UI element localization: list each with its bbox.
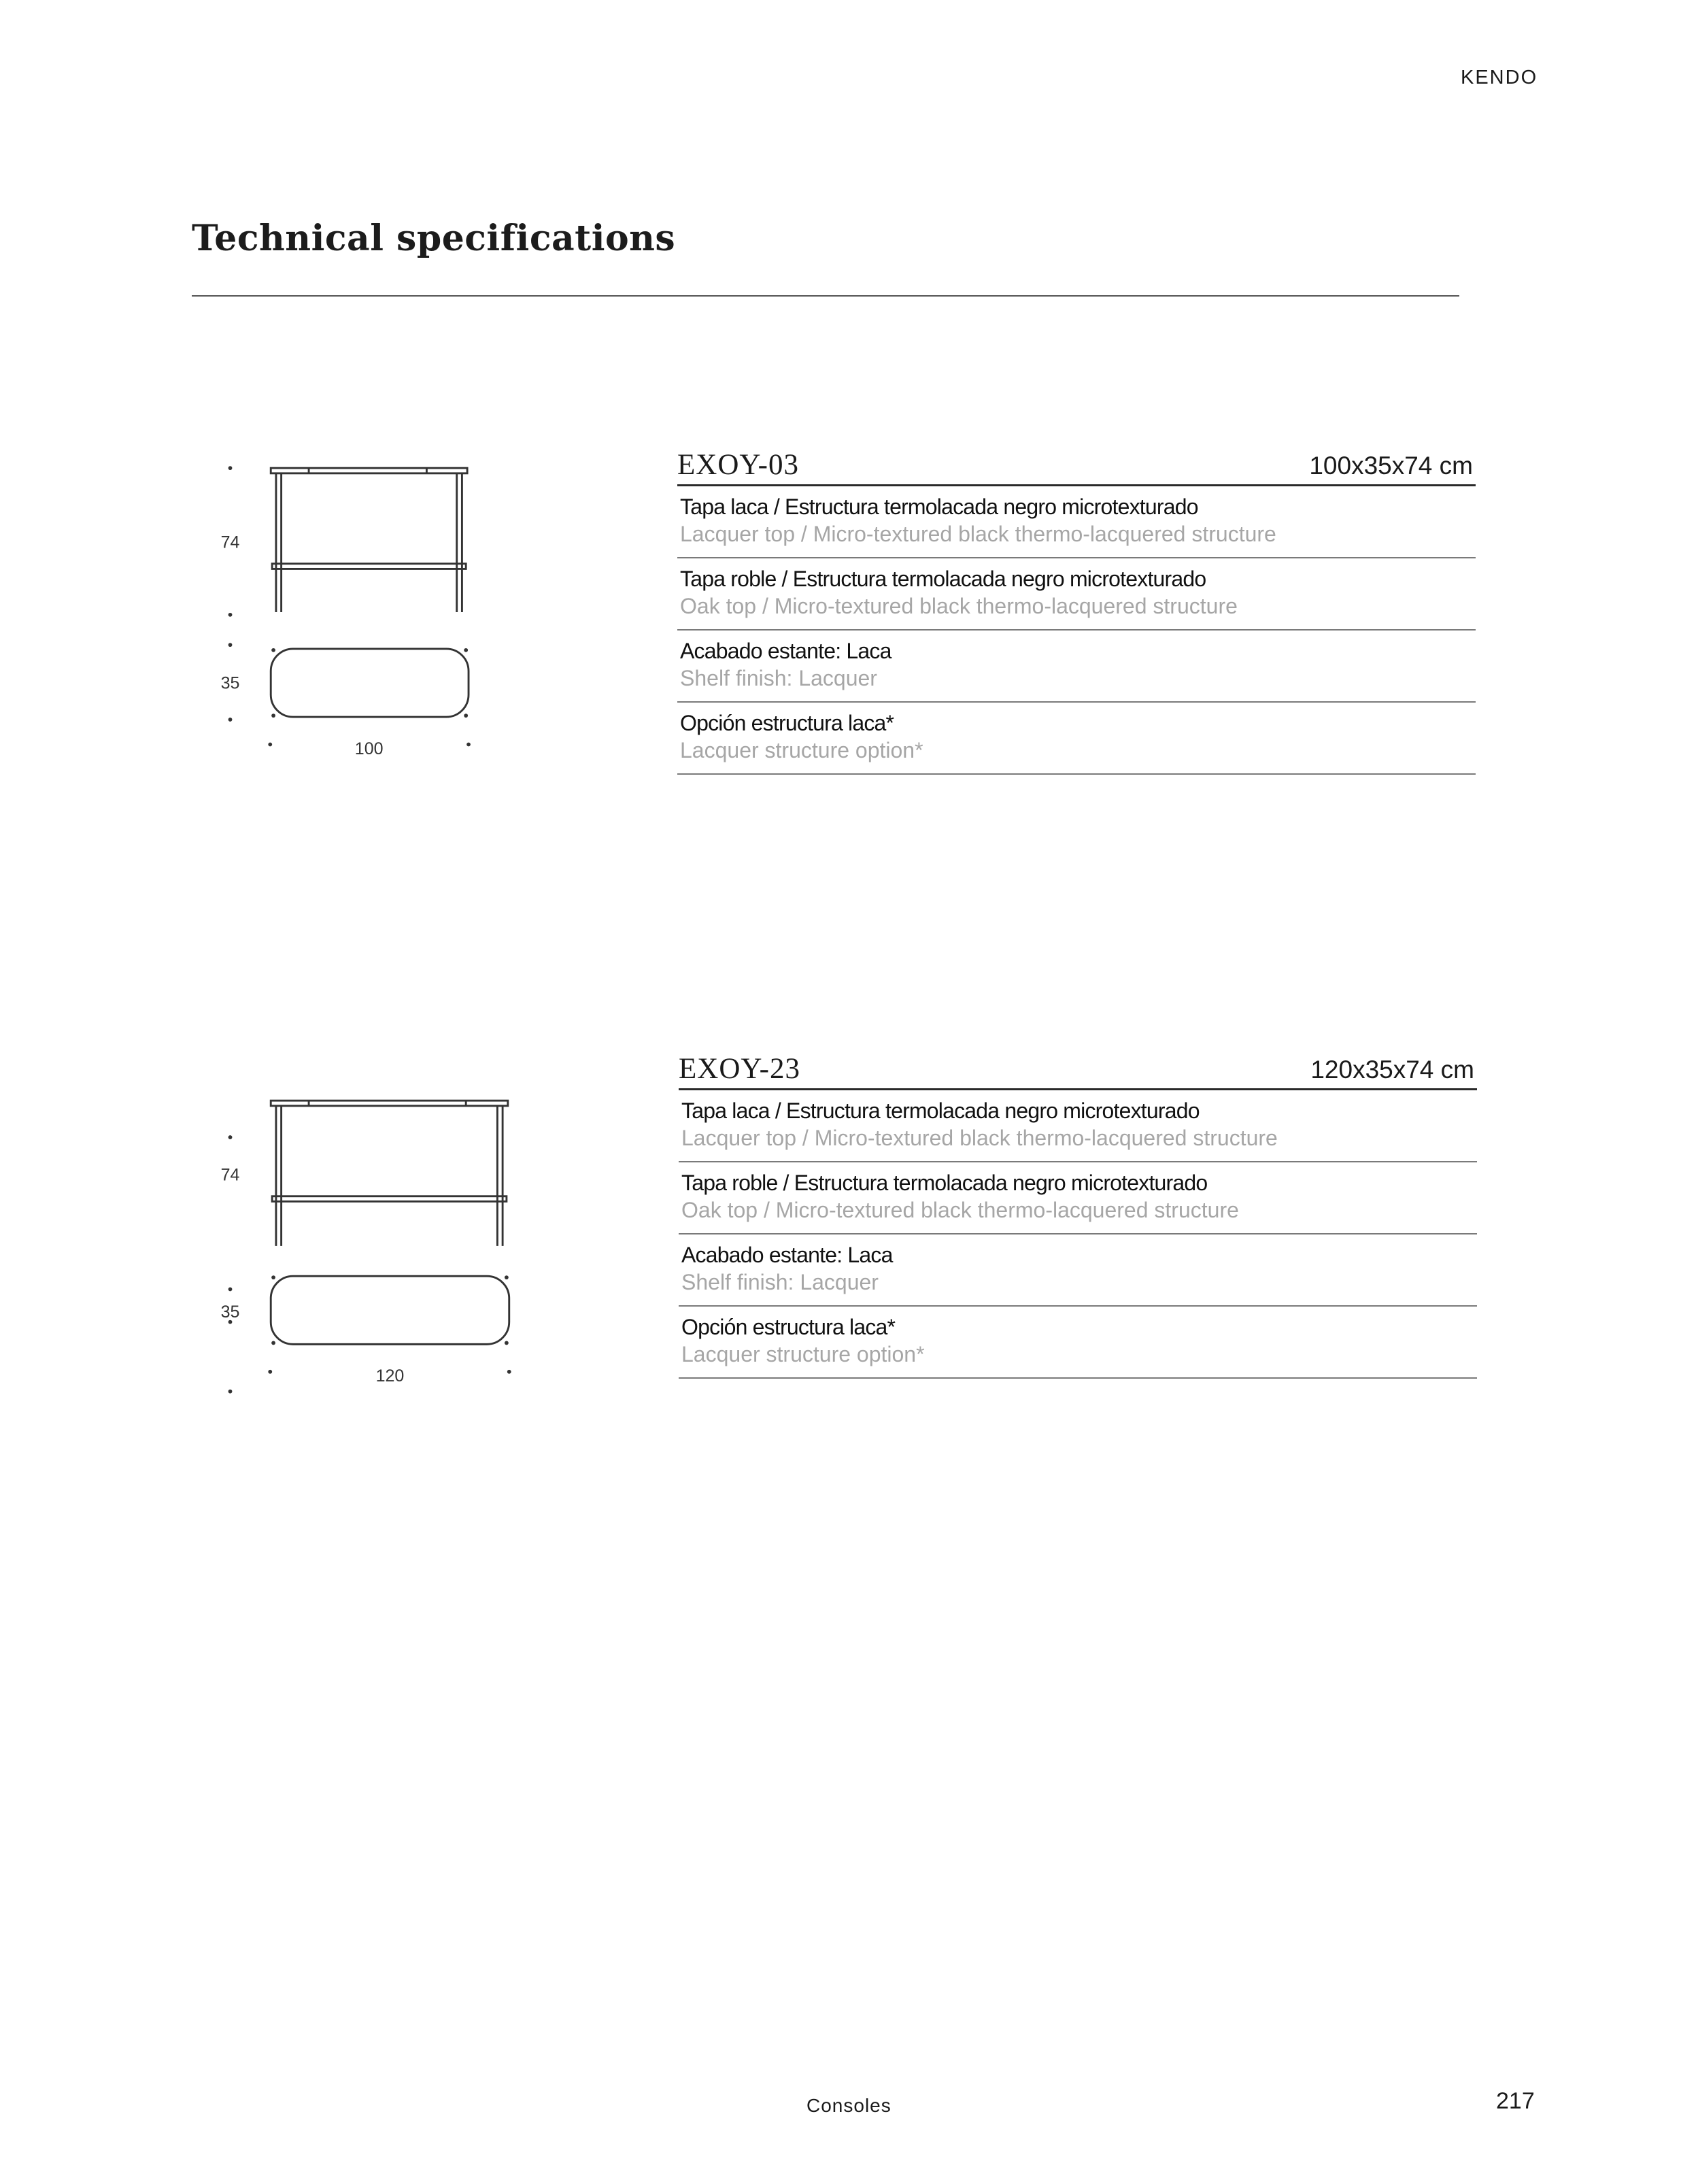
footer-section-name: Consoles: [806, 2095, 892, 2116]
page-title: Technical specifications: [192, 218, 676, 259]
page-number: 217: [1496, 2088, 1535, 2114]
spec-row: [679, 1162, 1477, 1234]
spec-table-exoy-23: [679, 1053, 1477, 1379]
front-elevation: [271, 1101, 508, 1246]
spec-es: Opción estructura laca*: [680, 711, 894, 735]
spec-header: [677, 449, 1476, 486]
spec-en: Lacquer top / Micro-textured black thermo-lacquered structure: [680, 522, 1276, 546]
spec-row: [679, 1234, 1477, 1307]
depth-label: 35: [220, 1302, 240, 1322]
model-name: EXOY-23: [679, 1053, 800, 1085]
product-drawing-exoy-03: [204, 449, 558, 775]
spec-row: [677, 631, 1476, 703]
spec-row: [679, 1090, 1477, 1162]
plan-view: [271, 1276, 509, 1344]
model-name: EXOY-03: [677, 449, 799, 481]
spec-en: Shelf finish: Lacquer: [680, 666, 877, 690]
spec-es: Tapa laca / Estructura termolacada negro microtexturado: [681, 1098, 1200, 1123]
brand-logo: KENDO: [1461, 67, 1538, 88]
depth-label: 35: [220, 673, 240, 693]
spec-es: Tapa roble / Estructura termolacada negro microtexturado: [680, 567, 1206, 591]
width-label: 100: [354, 739, 384, 758]
title-divider: [192, 295, 1459, 297]
spec-row: [677, 486, 1476, 558]
spec-es: Tapa laca / Estructura termolacada negro microtexturado: [680, 494, 1198, 519]
dimension-markers: [228, 1135, 511, 1393]
spec-table-exoy-03: [677, 449, 1476, 775]
spec-header: [679, 1053, 1477, 1090]
product-drawing-exoy-23: [204, 1081, 558, 1408]
height-label: 74: [220, 1165, 240, 1185]
spec-en: Lacquer top / Micro-textured black thermo-lacquered structure: [681, 1126, 1278, 1150]
spec-en: Shelf finish: Lacquer: [681, 1270, 879, 1294]
spec-en: Oak top / Micro-textured black thermo-lacquered structure: [681, 1198, 1239, 1222]
spec-es: Acabado estante: Laca: [680, 639, 892, 663]
plan-view: [271, 649, 469, 717]
width-label: 120: [375, 1366, 405, 1386]
model-dimensions: 120x35x74 cm: [1310, 1056, 1474, 1083]
spec-en: Lacquer structure option*: [680, 738, 923, 762]
model-dimensions: 100x35x74 cm: [1309, 452, 1473, 480]
spec-row: [679, 1307, 1477, 1379]
front-elevation: [271, 468, 467, 612]
spec-row: [677, 703, 1476, 775]
spec-es: Tapa roble / Estructura termolacada negro microtexturado: [681, 1171, 1208, 1195]
spec-row: [677, 558, 1476, 631]
spec-en: Lacquer structure option*: [681, 1342, 925, 1366]
dimension-markers: [228, 466, 471, 746]
spec-en: Oak top / Micro-textured black thermo-lacquered structure: [680, 594, 1238, 618]
spec-es: Acabado estante: Laca: [681, 1243, 893, 1267]
spec-es: Opción estructura laca*: [681, 1315, 896, 1339]
height-label: 74: [220, 533, 240, 552]
